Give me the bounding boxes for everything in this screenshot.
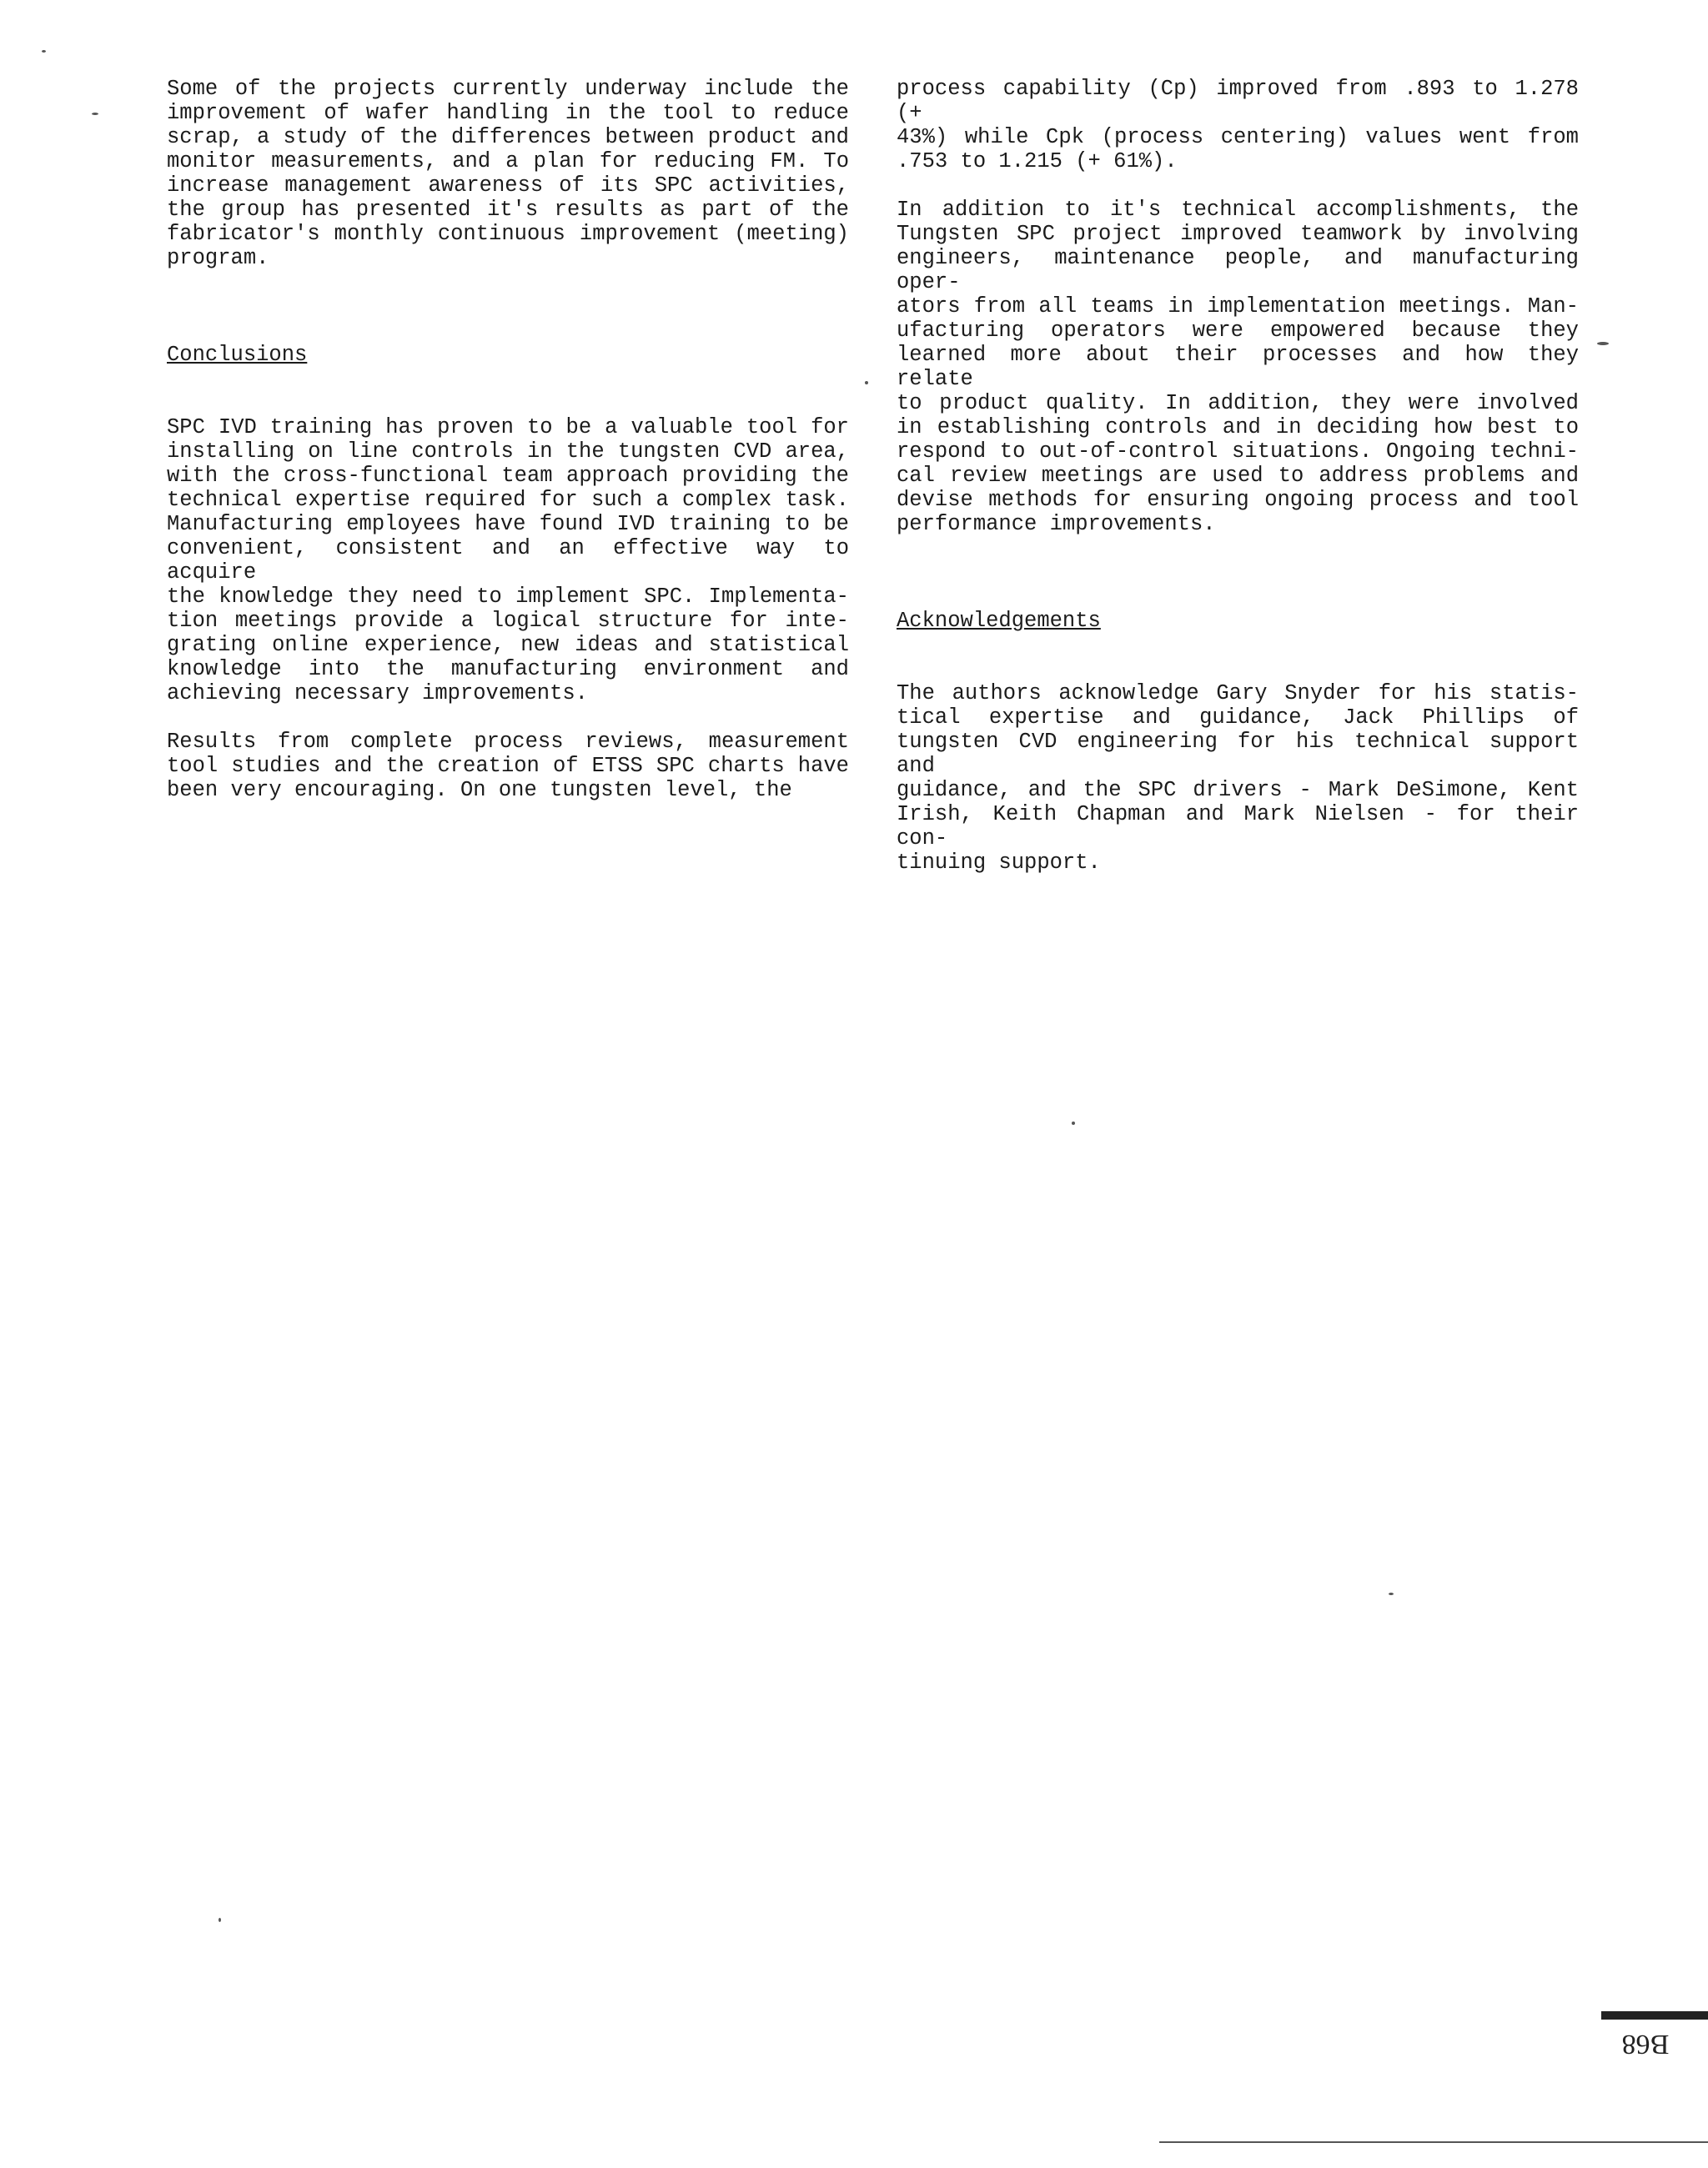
cp-results-paragraph [897, 77, 1579, 173]
text-line: engineers, maintenance people, and manufacturing oper- [897, 246, 1579, 294]
conclusions-paragraph [167, 415, 849, 705]
right-column [897, 77, 1579, 899]
text-line: ufacturing operators were empowered because they [897, 319, 1579, 343]
text-line: fabricator's monthly continuous improvement (meeting) [167, 222, 849, 246]
text-line: the group has presented it's results as part of the [167, 198, 849, 222]
teamwork-paragraph [897, 198, 1579, 536]
scan-speck [865, 381, 868, 384]
text-line: convenient, consistent and an effective way to acquire [167, 536, 849, 585]
text-line: been very encouraging. On one tungsten level, the [167, 778, 792, 802]
text-line: the knowledge they need to implement SPC. Implementa- [167, 585, 849, 609]
text-line: process capability (Cp) improved from .893 to 1.278 (+ [897, 77, 1579, 125]
text-line: grating online experience, new ideas and statistical [167, 633, 849, 657]
spacer [167, 367, 849, 415]
text-line: The authors acknowledge Gary Snyder for his statis- [897, 681, 1579, 705]
text-line: tical expertise and guidance, Jack Phillips of [897, 705, 1579, 730]
text-line: 43%) while Cpk (process centering) values went from [897, 125, 1579, 149]
text-line: tool studies and the creation of ETSS SPC charts have [167, 754, 849, 778]
text-line: guidance, and the SPC drivers - Mark DeSimone, Kent [897, 778, 1579, 802]
left-column [167, 77, 849, 826]
text-line: learned more about their processes and how they relate [897, 343, 1579, 391]
text-line: ators from all teams in implementation meetings. Man- [897, 294, 1579, 319]
spacer [897, 633, 1579, 681]
scan-speck [42, 50, 46, 53]
text-line: tungsten CVD engineering for his technical support and [897, 730, 1579, 778]
text-line: SPC IVD training has proven to be a valuable tool for [167, 415, 849, 439]
intro-paragraph [167, 77, 849, 270]
text-line: Tungsten SPC project improved teamwork by involving [897, 222, 1579, 246]
scan-speck [1597, 342, 1609, 345]
spacer [897, 560, 1579, 609]
page-number-box [1585, 2008, 1708, 2068]
text-line: .753 to 1.215 (+ 61%). [897, 149, 1178, 173]
text-line: Irish, Keith Chapman and Mark Nielsen - for their con- [897, 802, 1579, 851]
scan-speck [92, 113, 98, 115]
page-number-bar [1601, 2011, 1708, 2020]
text-line: increase management awareness of its SPC activities, [167, 173, 849, 198]
scan-speck [219, 1918, 221, 1922]
text-line: scrap, a study of the differences between product and [167, 125, 849, 149]
text-line: Some of the projects currently underway include the [167, 77, 849, 101]
text-line: Manufacturing employees have found IVD training to be [167, 512, 849, 536]
page-number: B68 [1621, 2029, 1670, 2060]
text-line: performance improvements. [897, 512, 1216, 536]
text-line: Results from complete process reviews, measurement [167, 730, 849, 754]
acknowledgements-heading: Acknowledgements [897, 609, 1101, 633]
text-line: achieving necessary improvements. [167, 681, 588, 705]
text-line: with the cross-functional team approach providing the [167, 464, 849, 488]
spacer [167, 294, 849, 343]
acknowledgements-paragraph [897, 681, 1579, 875]
text-line: cal review meetings are used to address problems and [897, 464, 1579, 488]
scan-speck [1389, 1593, 1394, 1595]
results-paragraph [167, 730, 849, 802]
text-line: technical expertise required for such a complex task. [167, 488, 849, 512]
text-line: installing on line controls in the tungsten CVD area, [167, 439, 849, 464]
scan-speck [1072, 1122, 1075, 1125]
text-line: tinuing support. [897, 851, 1101, 875]
text-line: to product quality. In addition, they were involved [897, 391, 1579, 415]
text-line: in establishing controls and in deciding how best to [897, 415, 1579, 439]
text-line: improvement of wafer handling in the tool to reduce [167, 101, 849, 125]
text-line: devise methods for ensuring ongoing process and tool [897, 488, 1579, 512]
bottom-rule [1159, 2141, 1708, 2143]
text-line: In addition to it's technical accomplishments, the [897, 198, 1579, 222]
text-line: knowledge into the manufacturing environment and [167, 657, 849, 681]
text-line: monitor measurements, and a plan for reducing FM. To [167, 149, 849, 173]
text-line: program. [167, 246, 269, 270]
text-line: tion meetings provide a logical structure for inte- [167, 609, 849, 633]
conclusions-heading: Conclusions [167, 343, 308, 367]
text-line: respond to out-of-control situations. Ongoing techni- [897, 439, 1579, 464]
